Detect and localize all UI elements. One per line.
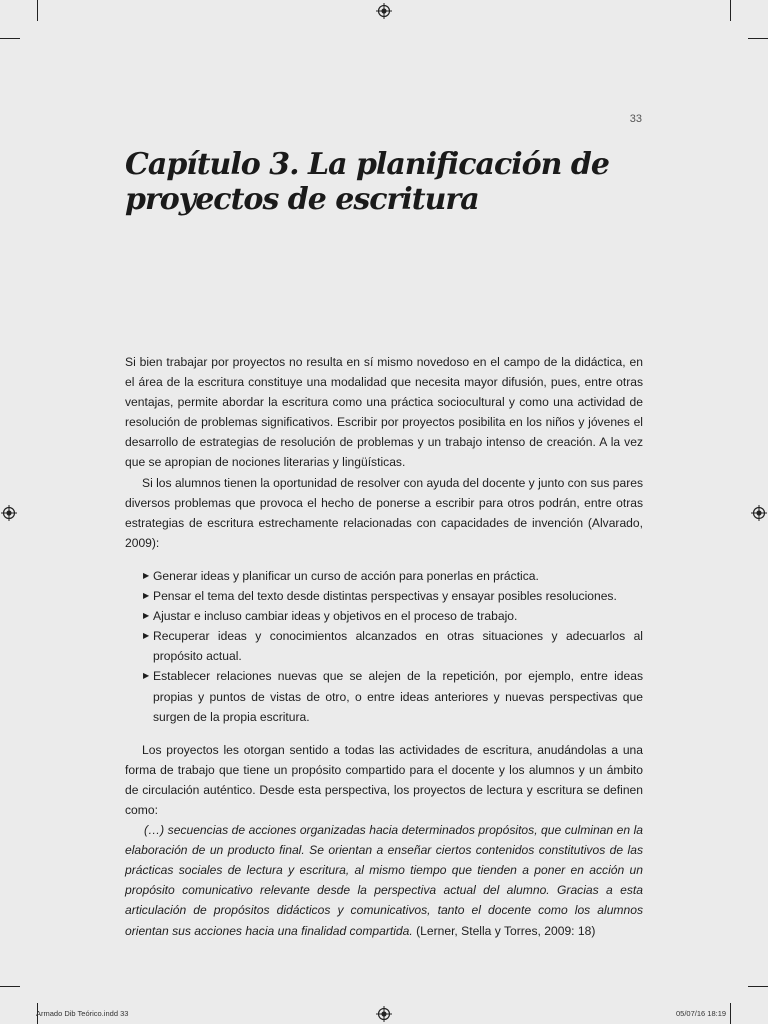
registration-mark-icon bbox=[1, 505, 17, 521]
registration-mark-icon bbox=[376, 3, 392, 19]
quote-text: (…) secuencias de acciones organizadas hacia determinados propósitos, que culminan en la elaboración de un producto final. Se orientan a enseñar ciertos contenidos constitutivos de las prácticas sociales de lectura y escritura, al mismo tiempo que tienden a poner en acción un propósito comunicativo relevante desde la perspectiva actual del alumno. Gracias a esta articulación de propósitos didácticos y comunicativos, tanto el docente como los alumnos orientan sus acciones hacia una finalidad compartida. bbox=[125, 823, 643, 938]
list-item: ▶ Establecer relaciones nuevas que se alejen de la repetición, por ejemplo, entre ideas propias y puntos de vistas de otro, o entre ideas anteriores y nuevas perspectivas que surgen de la propia escritura. bbox=[143, 666, 643, 726]
list-item: ▶ Recuperar ideas y conocimientos alcanzados en otras situaciones y adecuarlos al propósito actual. bbox=[143, 626, 643, 666]
quote-citation: (Lerner, Stella y Torres, 2009: 18) bbox=[412, 923, 596, 938]
paragraph: Los proyectos les otorgan sentido a todas las actividades de escritura, anudándolas a una forma de trabajo que tiene un propósito compartido para el docente y los alumnos y un ámbito de circulación auténtico. Desde esta perspectiva, los proyectos de lectura y escritura se definen como: bbox=[125, 742, 643, 817]
footer-filename: Armado Dib Teórico.indd 33 bbox=[36, 1009, 129, 1018]
list-item: ▶ Ajustar e incluso cambiar ideas y objetivos en el proceso de trabajo. bbox=[143, 606, 643, 626]
paragraph: Si bien trabajar por proyectos no resulta en sí mismo novedoso en el campo de la didáctica, en el área de la escritura constituye una modalidad que necesita mayor difusión, pues, entre otras ventajas, permite abordar la escritura como una práctica sociocultural y como una actividad de resolución de problemas significativos. Escribir por proyectos posibilita en los niños y jóvenes el desarrollo de estrategias de resolución de problemas y un trabajo intenso de creación. A la vez que se apropian de nociones literarias y lingüísticas. bbox=[125, 355, 643, 470]
chapter-title: Capítulo 3. La planificación de proyectos de escritura bbox=[125, 147, 609, 217]
list-item: ▶ Generar ideas y planificar un curso de acción para ponerlas en práctica. bbox=[143, 566, 643, 586]
crop-mark bbox=[730, 1003, 731, 1024]
crop-mark bbox=[37, 0, 38, 21]
list-item: ▶ Pensar el tema del texto desde distintas perspectivas y ensayar posibles resoluciones. bbox=[143, 586, 643, 606]
crop-mark bbox=[730, 0, 731, 21]
crop-mark bbox=[0, 38, 20, 39]
footer-datetime: 05/07/16 18:19 bbox=[676, 1009, 727, 1018]
crop-mark bbox=[748, 38, 768, 39]
block-quote bbox=[125, 820, 643, 941]
crop-mark bbox=[748, 986, 768, 987]
registration-mark-icon bbox=[376, 1006, 392, 1022]
registration-mark-icon bbox=[751, 505, 767, 521]
page-number: 33 bbox=[629, 113, 642, 125]
bullet-list bbox=[125, 566, 643, 727]
main-text bbox=[125, 352, 643, 941]
paragraph: Si los alumnos tienen la oportunidad de resolver con ayuda del docente y junto con sus pares diversos problemas que provoca el hecho de ponerse a escribir para otros podrán, entre otras estrategias de escritura estrechamente relacionadas con capacidades de invención (Alvarado, 2009): bbox=[125, 475, 643, 550]
crop-mark bbox=[0, 986, 20, 987]
